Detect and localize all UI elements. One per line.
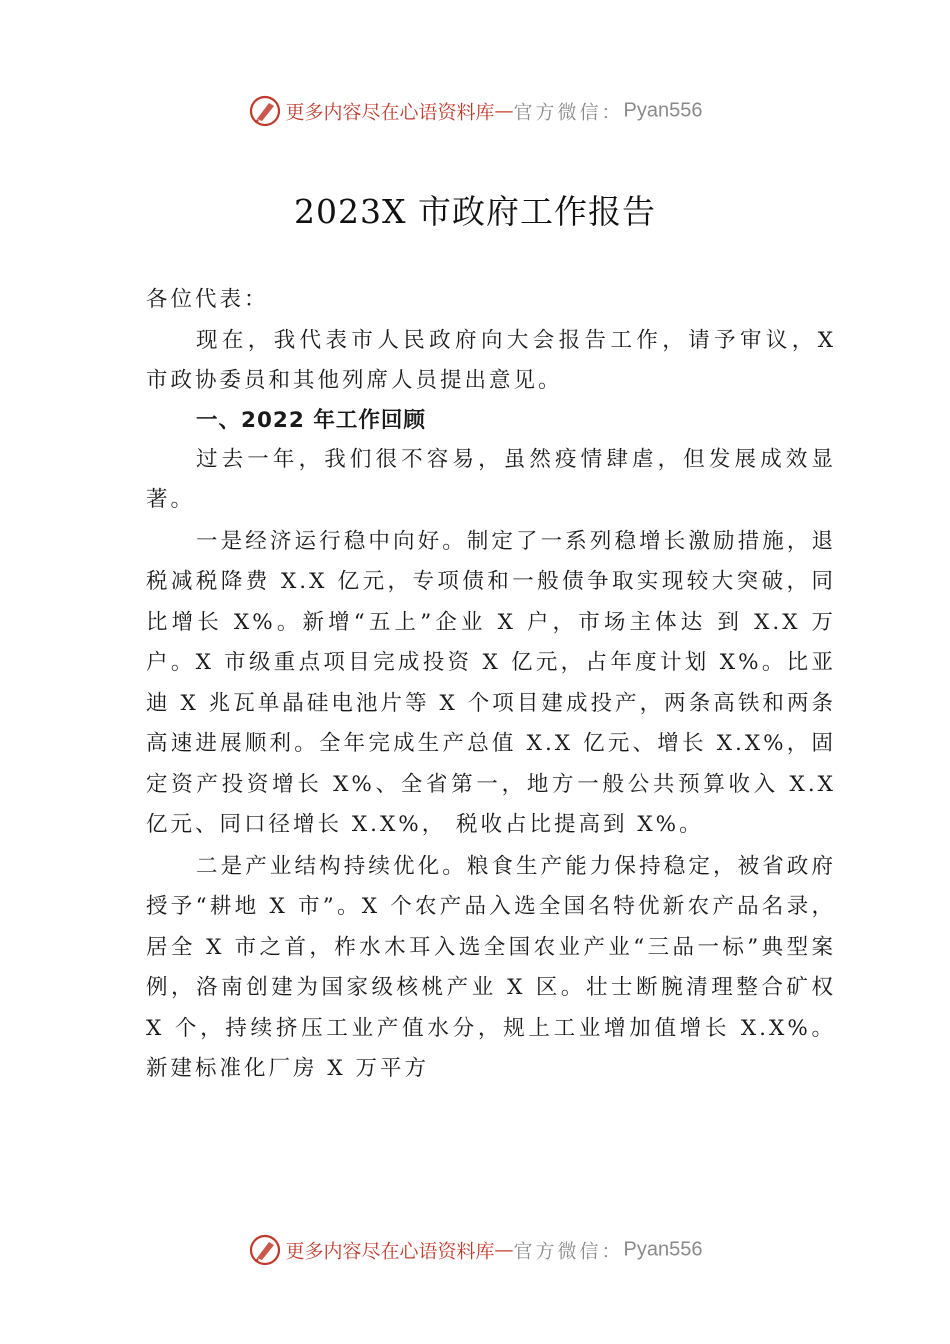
- paragraph-economy: 一是经济运行稳中向好。制定了一系列稳增长激励措施，退税减税降费 X.X 亿元，专项债和一般债争取实现较大突破，同比增长 X%。新增“五上”企业 X 户，市场主体达 到 X.X 万户。X 市级重点项目完成投资 X 亿元，占年度计划 X%。比亚迪 X 兆瓦单晶硅电池片等 X 个项目建成投产，两条高铁和两条高速进展顺利。全年完成生产总值 X.X 亿元、增长 X.X%，固定资产投资增长 X%、全省第一，地方一般公共预算收入 X.X 亿元、同口径增长 X.X%， 税收占比提高到 X%。: [146, 528, 836, 837]
- watermark-label: 官方微信：: [513, 1240, 624, 1263]
- watermark-brand: 更多内容尽在心语资料库: [285, 101, 495, 124]
- watermark-banner-bottom: [0, 1233, 950, 1273]
- watermark-dash: —: [494, 1239, 514, 1261]
- watermark-label: 官方微信：: [513, 101, 624, 124]
- watermark-wechat-id: Pyan556: [623, 99, 703, 122]
- watermark-wechat-id: Pyan556: [623, 1238, 703, 1261]
- document-title: 2023X 市政府工作报告: [294, 192, 656, 231]
- watermark-brand: 更多内容尽在心语资料库: [285, 1240, 495, 1263]
- paragraph-intro: 现在，我代表市人民政府向大会报告工作，请予审议，X 市政协委员和其他列席人员提出意见。: [146, 327, 836, 393]
- salutation: 各位代表：: [146, 287, 269, 312]
- watermark-banner-top: [0, 94, 950, 134]
- pen-nib-circle-icon: [248, 1233, 282, 1267]
- document-body: [146, 280, 836, 1090]
- paragraph-overview: 过去一年，我们很不容易，虽然疫情肆虐，但发展成效显著。: [146, 446, 836, 512]
- section-heading: 一、2022 年工作回顾: [196, 407, 426, 433]
- pen-nib-circle-icon: [248, 94, 282, 128]
- watermark-dash: —: [494, 100, 514, 122]
- paragraph-industry: 二是产业结构持续优化。粮食生产能力保持稳定，被省政府授予“耕地 X 市”。X 个农产品入选全国名特优新农产品名录，居全 X 市之首，柞水木耳入选全国农业产业“三品一标”典型案例，洛南创建为国家级核桃产业 X 区。壮士断腕清理整合矿权 X 个，持续挤压工业产值水分，规上工业增加值增长 X.X%。新建标准化厂房 X 万平方: [146, 853, 836, 1081]
